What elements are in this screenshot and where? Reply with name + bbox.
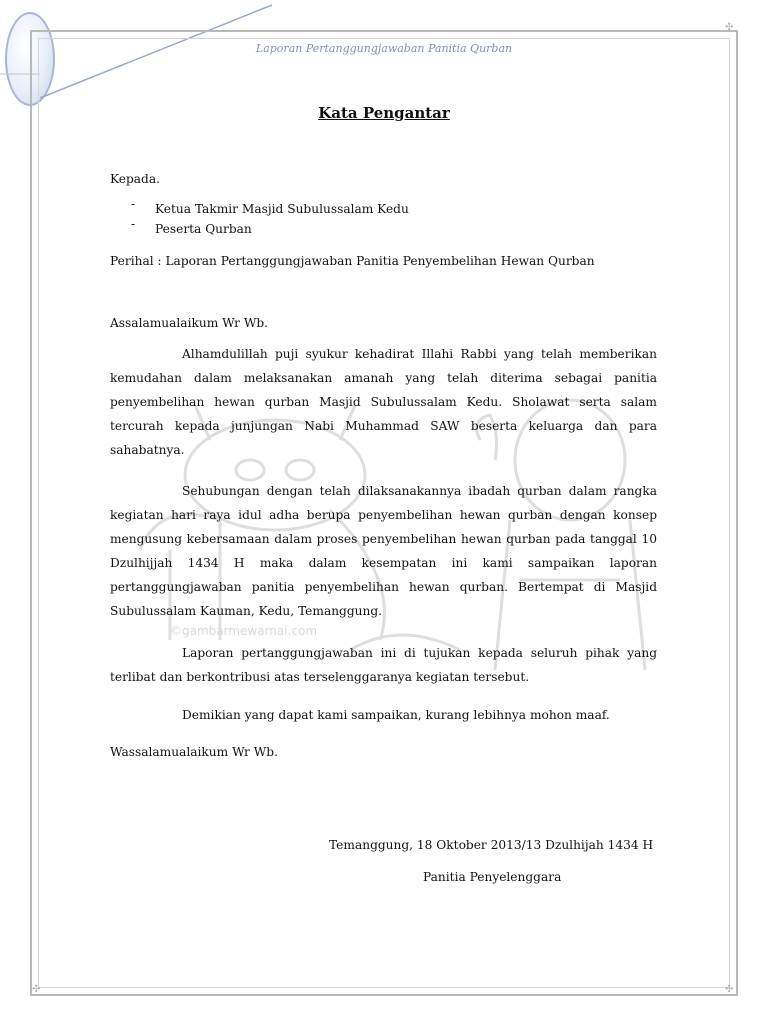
body-paragraph-1 xyxy=(110,342,657,462)
body-paragraph-text: Sehubungan dengan telah dilaksanakannya ibadah qurban dalam rangka kegiatan hari raya idul adha berupa penyembelihan hewan qurban dengan konsep mengusung kebersamaan dalam proses penyembelihan hewan qurban pada tanggal 10 Dzulhijjah 1434 H maka dalam kesempatan ini kami sampaikan laporan pertanggungjawaban panitia penyembelihan hewan qurban. Bertempat di Masjid Subulussalam Kauman, Kedu, Temanggung. xyxy=(110,484,657,618)
body-paragraph-4 xyxy=(110,703,657,727)
bullet-dash: - xyxy=(131,197,136,211)
bullet-dash: - xyxy=(131,217,136,231)
watermark-credit: ©gambarmewarnai.com xyxy=(170,624,318,638)
corner-ornament-bottom-left: ✣ xyxy=(32,984,41,995)
signatory: Panitia Penyelenggara xyxy=(423,870,562,884)
body-paragraph-3 xyxy=(110,641,657,689)
corner-ornament-bottom-right: ✣ xyxy=(725,984,734,995)
corner-ornament-top-right: ✣ xyxy=(725,22,734,33)
greeting: Assalamualaikum Wr Wb. xyxy=(110,316,269,330)
body-paragraph-text: Laporan pertanggungjawaban ini di tujukan kepada seluruh pihak yang terlibat dan berkontribusi atas terselenggaranya kegiatan tersebut. xyxy=(110,646,657,684)
to-label: Kepada. xyxy=(110,172,160,186)
recipient-item: Peserta Qurban xyxy=(155,222,252,236)
letter-title: Kata Pengantar xyxy=(318,104,450,122)
recipient-item: Ketua Takmir Masjid Subulussalam Kedu xyxy=(155,202,409,216)
running-header: Laporan Pertanggungjawaban Panitia Qurban xyxy=(255,42,513,55)
body-paragraph-text: Demikian yang dapat kami sampaikan, kurang lebihnya mohon maaf. xyxy=(182,708,610,722)
place-date: Temanggung, 18 Oktober 2013/13 Dzulhijah 1434 H xyxy=(329,838,654,852)
body-paragraph-2 xyxy=(110,479,657,623)
closing-salutation: Wassalamualaikum Wr Wb. xyxy=(110,745,278,759)
body-paragraph-text: Alhamdulillah puji syukur kehadirat Illahi Rabbi yang telah memberikan kemudahan dalam melaksanakan amanah yang telah diterima sebagai panitia penyembelihan hewan qurban Masjid Subulussalam Kedu. Sholawat serta salam tercurah kepada junjungan Nabi Muhammad SAW beserta keluarga dan para sahabatnya. xyxy=(110,347,657,457)
subject-line: Perihal : Laporan Pertanggungjawaban Panitia Penyembelihan Hewan Qurban xyxy=(110,254,595,268)
